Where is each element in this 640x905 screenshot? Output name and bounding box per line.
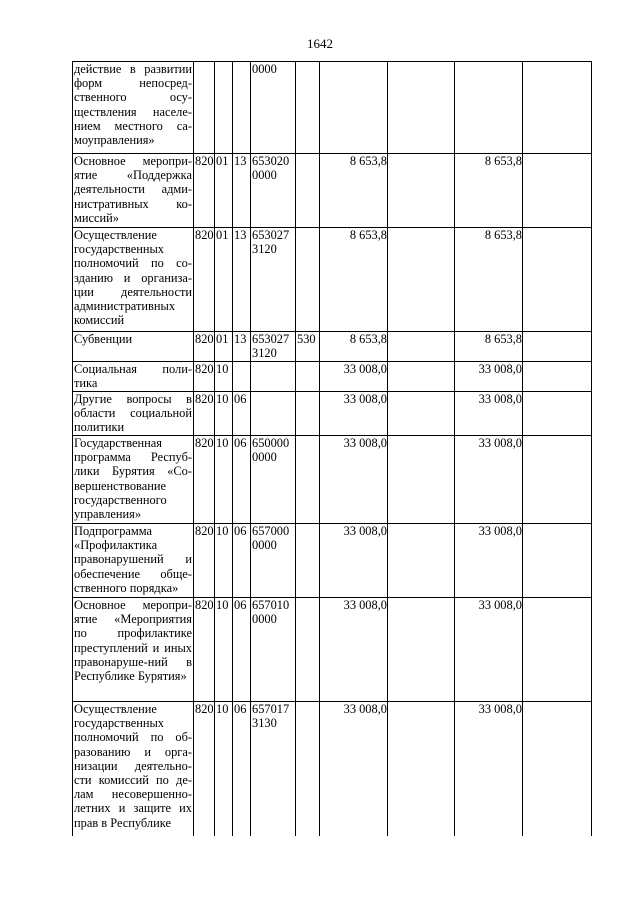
amount-cell-4 bbox=[523, 524, 592, 598]
amount-cell: 8 653,8 bbox=[320, 154, 388, 228]
amount-cell-2 bbox=[388, 392, 455, 436]
subsection-cell: 06 bbox=[233, 598, 251, 702]
section-cell bbox=[215, 62, 233, 154]
grbs-cell: 820 bbox=[194, 154, 215, 228]
amount-cell-4 bbox=[523, 332, 592, 362]
grbs-cell: 820 bbox=[194, 228, 215, 332]
amount-cell-2 bbox=[388, 702, 455, 836]
amount-cell-3: 33 008,0 bbox=[455, 598, 523, 702]
amount-cell: 33 008,0 bbox=[320, 362, 388, 392]
amount-cell-2 bbox=[388, 524, 455, 598]
amount-cell-3: 8 653,8 bbox=[455, 154, 523, 228]
section-cell: 01 bbox=[215, 154, 233, 228]
target-article-cell: 657000 0000 bbox=[251, 524, 296, 598]
section-cell: 10 bbox=[215, 598, 233, 702]
page-number: 1642 bbox=[307, 36, 333, 51]
table-row bbox=[73, 392, 592, 436]
amount-cell-4 bbox=[523, 598, 592, 702]
amount-cell-4 bbox=[523, 62, 592, 154]
amount-cell-3: 8 653,8 bbox=[455, 228, 523, 332]
section-cell: 10 bbox=[215, 436, 233, 524]
row-name-cell: Осуществление государственных полномочий по со-зданию и организа-ции деятельности административных комиссий bbox=[73, 228, 194, 332]
grbs-cell: 820 bbox=[194, 332, 215, 362]
amount-cell-2 bbox=[388, 62, 455, 154]
amount-cell-3: 33 008,0 bbox=[455, 524, 523, 598]
section-cell: 10 bbox=[215, 524, 233, 598]
table-row bbox=[73, 524, 592, 598]
target-article-cell: 653020 0000 bbox=[251, 154, 296, 228]
amount-cell-2 bbox=[388, 598, 455, 702]
subsection-cell: 06 bbox=[233, 392, 251, 436]
row-name-cell: Субвенции bbox=[73, 332, 194, 362]
table-row bbox=[73, 598, 592, 702]
table-row bbox=[73, 332, 592, 362]
amount-cell-4 bbox=[523, 362, 592, 392]
amount-cell-4 bbox=[523, 436, 592, 524]
section-cell: 10 bbox=[215, 392, 233, 436]
amount-cell-2 bbox=[388, 228, 455, 332]
amount-cell-4 bbox=[523, 392, 592, 436]
table-body bbox=[73, 62, 592, 836]
table-row bbox=[73, 436, 592, 524]
amount-cell-3: 33 008,0 bbox=[455, 436, 523, 524]
grbs-cell: 820 bbox=[194, 436, 215, 524]
expense-type-cell: 530 bbox=[296, 332, 320, 362]
amount-cell-2 bbox=[388, 362, 455, 392]
amount-cell: 33 008,0 bbox=[320, 598, 388, 702]
amount-cell: 8 653,8 bbox=[320, 228, 388, 332]
row-name-cell: Основное меропри-ятие «Поддержка деятельности адми-нистративных ко-миссий» bbox=[73, 154, 194, 228]
table-row bbox=[73, 228, 592, 332]
target-article-cell bbox=[251, 392, 296, 436]
subsection-cell: 13 bbox=[233, 154, 251, 228]
subsection-cell bbox=[233, 362, 251, 392]
amount-cell-2 bbox=[388, 154, 455, 228]
subsection-cell: 06 bbox=[233, 436, 251, 524]
expense-type-cell bbox=[296, 392, 320, 436]
amount-cell-3 bbox=[455, 62, 523, 154]
amount-cell: 33 008,0 bbox=[320, 392, 388, 436]
target-article-cell: 657010 0000 bbox=[251, 598, 296, 702]
target-article-cell bbox=[251, 362, 296, 392]
grbs-cell: 820 bbox=[194, 392, 215, 436]
grbs-cell bbox=[194, 62, 215, 154]
section-cell: 01 bbox=[215, 228, 233, 332]
amount-cell-4 bbox=[523, 154, 592, 228]
amount-cell-3: 33 008,0 bbox=[455, 702, 523, 836]
row-name-cell: Основное меропри-ятие «Мероприятия по профилактике преступлений и иных правонаруше-ний в Республике Бурятия» bbox=[73, 598, 194, 702]
expense-type-cell bbox=[296, 598, 320, 702]
amount-cell-2 bbox=[388, 436, 455, 524]
row-name-cell: Осуществление государственных полномочий по об-разованию и орга-низации деятельно-сти комиссий по де-лам несовершенно-летних и защите их прав в Республике bbox=[73, 702, 194, 836]
expense-type-cell bbox=[296, 154, 320, 228]
amount-cell-2 bbox=[388, 332, 455, 362]
target-article-cell: 653027 3120 bbox=[251, 228, 296, 332]
amount-cell-4 bbox=[523, 702, 592, 836]
target-article-cell: 657017 3130 bbox=[251, 702, 296, 836]
table-row bbox=[73, 362, 592, 392]
expense-type-cell bbox=[296, 524, 320, 598]
subsection-cell: 13 bbox=[233, 332, 251, 362]
amount-cell-3: 33 008,0 bbox=[455, 362, 523, 392]
table-row bbox=[73, 62, 592, 154]
grbs-cell: 820 bbox=[194, 524, 215, 598]
table-row bbox=[73, 154, 592, 228]
row-name-cell: Государственная программа Респуб-лики Бурятия «Со-вершенствование государственного управления» bbox=[73, 436, 194, 524]
expense-type-cell bbox=[296, 228, 320, 332]
budget-table bbox=[72, 61, 592, 836]
expense-type-cell bbox=[296, 362, 320, 392]
amount-cell: 33 008,0 bbox=[320, 524, 388, 598]
target-article-cell: 650000 0000 bbox=[251, 436, 296, 524]
row-name-cell: Социальная поли-тика bbox=[74, 362, 192, 391]
expense-type-cell bbox=[296, 62, 320, 154]
amount-cell-3: 33 008,0 bbox=[455, 392, 523, 436]
row-name-cell: Подпрограмма «Профилактика правонарушений и обеспечение обще-ственного порядка» bbox=[73, 524, 194, 598]
row-name-cell: действие в развитии форм непосред-ственного осу-ществления населе-нием местного са-моуправления» bbox=[73, 62, 194, 154]
expense-type-cell bbox=[296, 436, 320, 524]
subsection-cell: 13 bbox=[233, 228, 251, 332]
grbs-cell: 820 bbox=[194, 702, 215, 836]
subsection-cell: 06 bbox=[233, 524, 251, 598]
expense-type-cell bbox=[296, 702, 320, 836]
amount-cell bbox=[320, 62, 388, 154]
section-cell: 10 bbox=[215, 362, 233, 392]
grbs-cell: 820 bbox=[194, 362, 215, 392]
table-row bbox=[73, 702, 592, 836]
amount-cell: 8 653,8 bbox=[320, 332, 388, 362]
target-article-cell: 653027 3120 bbox=[251, 332, 296, 362]
section-cell: 01 bbox=[215, 332, 233, 362]
amount-cell-4 bbox=[523, 228, 592, 332]
subsection-cell bbox=[233, 62, 251, 154]
amount-cell: 33 008,0 bbox=[320, 702, 388, 836]
subsection-cell: 06 bbox=[233, 702, 251, 836]
section-cell: 10 bbox=[215, 702, 233, 836]
target-article-cell: 0000 bbox=[251, 62, 296, 154]
amount-cell-3: 8 653,8 bbox=[455, 332, 523, 362]
row-name-cell: Другие вопросы в области социальной политики bbox=[74, 392, 192, 435]
grbs-cell: 820 bbox=[194, 598, 215, 702]
amount-cell: 33 008,0 bbox=[320, 436, 388, 524]
